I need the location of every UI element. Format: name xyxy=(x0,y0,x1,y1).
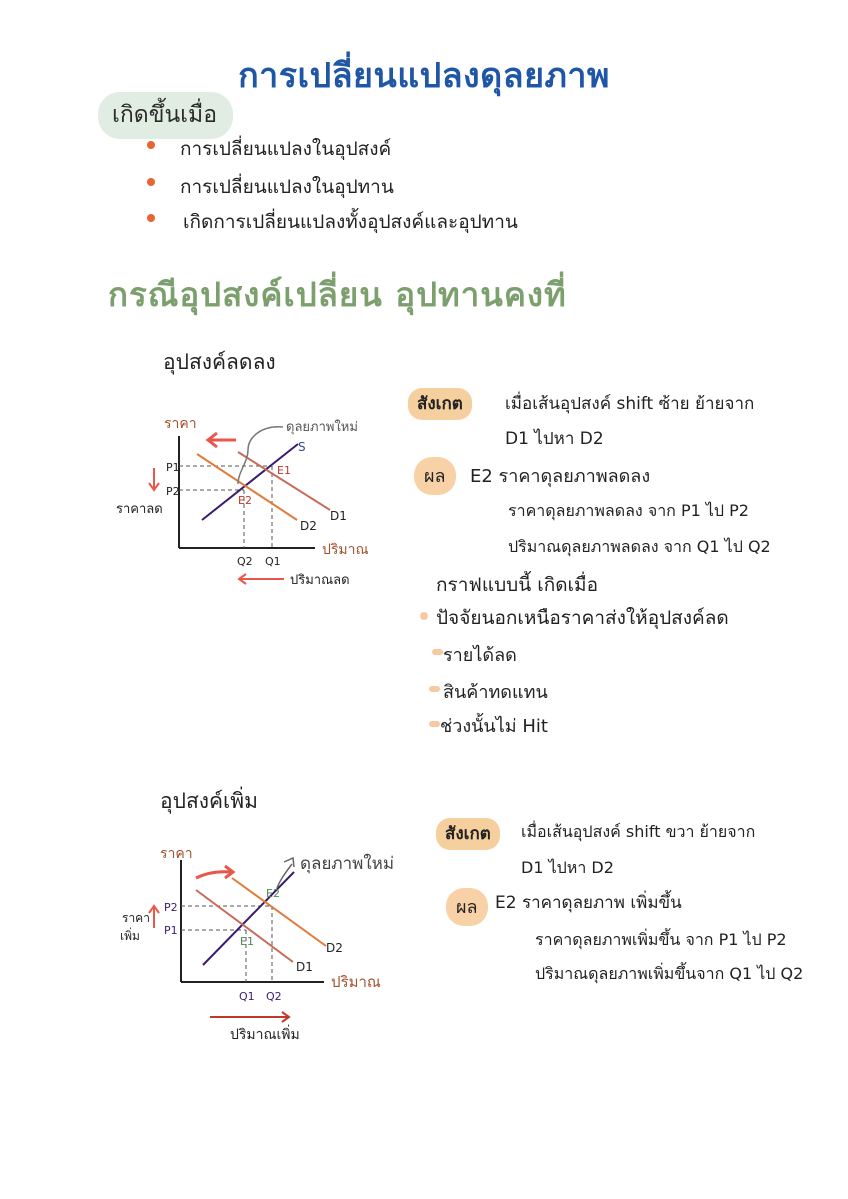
decrease-graph xyxy=(110,405,410,595)
cause-dash xyxy=(429,686,440,692)
new-eq-label: ดุลยภาพใหม่ xyxy=(286,420,358,435)
d2-label: D2 xyxy=(326,941,343,955)
observe-label: สังเกต xyxy=(436,818,500,850)
result-label: ผล xyxy=(446,888,488,926)
cause-item-2: สินค้าทดแทน xyxy=(443,682,548,703)
page-title: การเปลี่ยนแปลงดุลยภาพ xyxy=(238,56,610,96)
bullet-dot xyxy=(147,141,155,149)
new-eq-label: ดุลยภาพใหม่ xyxy=(300,854,395,874)
q1-label: Q1 xyxy=(265,555,281,568)
price-change-label-2: เพิ่ม xyxy=(120,929,140,943)
d1-label: D1 xyxy=(330,509,347,523)
result-line-3: ปริมาณดุลยภาพลดลง จาก Q1 ไป Q2 xyxy=(508,537,771,556)
cause-item-3: ช่วงนั้นไม่ Hit xyxy=(440,716,548,737)
supply-label: S xyxy=(298,440,306,454)
cause-item-1: รายได้ลด xyxy=(443,645,517,666)
new-eq-pointer-head xyxy=(284,858,294,867)
p1-label: P1 xyxy=(166,461,180,474)
q2-label: Q2 xyxy=(237,555,253,568)
q1-label: Q1 xyxy=(239,990,255,1003)
cause-dash xyxy=(429,721,440,727)
cause-main: ปัจจัยนอกเหนือราคาส่งให้อุปสงค์ลด xyxy=(436,607,729,629)
e1-label: E1 xyxy=(240,935,254,948)
quantity-change-label: ปริมาณเพิ่ม xyxy=(230,1027,300,1043)
result-line-2: ราคาดุลยภาพลดลง จาก P1 ไป P2 xyxy=(508,501,749,520)
result-main: E2 ราคาดุลยภาพ เพิ่มขึ้น xyxy=(495,893,682,913)
result-line-2: ราคาดุลยภาพเพิ่มขึ้น จาก P1 ไป P2 xyxy=(535,930,787,949)
e2-label: E2 xyxy=(238,494,252,507)
d1-label: D1 xyxy=(296,960,313,974)
y-axis-label: ราคา xyxy=(164,416,197,432)
p1-label: P1 xyxy=(164,924,178,937)
quantity-change-label: ปริมาณลด xyxy=(290,573,350,588)
occurs-item-2: การเปลี่ยนแปลงในอุปทาน xyxy=(180,176,394,198)
increase-heading: อุปสงค์เพิ่ม xyxy=(160,789,258,813)
cause-dash xyxy=(432,649,443,655)
decrease-heading: อุปสงค์ลดลง xyxy=(163,350,276,374)
case-title: กรณีอุปสงค์เปลี่ยน อุปทานคงที่ xyxy=(108,275,567,314)
occurs-item-3: เกิดการเปลี่ยนแปลงทั้งอุปสงค์และอุปทาน xyxy=(183,211,518,233)
cause-dot xyxy=(420,612,428,620)
bullet-dot xyxy=(147,178,155,186)
x-axis-label: ปริมาณ xyxy=(331,973,381,991)
bullet-dot xyxy=(147,214,155,222)
p2-label: P2 xyxy=(164,901,178,914)
x-axis-label: ปริมาณ xyxy=(322,542,369,558)
price-change-label: ราคาลด xyxy=(116,502,163,517)
observe-line-2: D1 ไปหา D2 xyxy=(521,858,614,877)
e1-label: E1 xyxy=(277,464,291,477)
cause-heading: กราฟแบบนี้ เกิดเมื่อ xyxy=(436,574,598,596)
supply-line xyxy=(202,444,298,520)
result-line-3: ปริมาณดุลยภาพเพิ่มขึ้นจาก Q1 ไป Q2 xyxy=(535,964,804,983)
demand-d1-line xyxy=(196,890,293,962)
observe-line-2: D1 ไปหา D2 xyxy=(505,429,604,449)
observe-label: สังเกต xyxy=(408,388,472,420)
e2-label: E2 xyxy=(266,887,280,900)
supply-line xyxy=(203,872,294,965)
occurs-when-label: เกิดขึ้นเมื่อ xyxy=(98,92,233,139)
price-change-label-1: ราคา xyxy=(122,911,150,925)
observe-line-1: เมื่อเส้นอุปสงค์ shift ซ้าย ย้ายจาก xyxy=(505,394,755,414)
result-main: E2 ราคาดุลยภาพลดลง xyxy=(470,466,651,487)
occurs-item-1: การเปลี่ยนแปลงในอุปสงค์ xyxy=(180,138,392,160)
increase-graph xyxy=(110,835,410,1045)
q2-label: Q2 xyxy=(266,990,282,1003)
d2-label: D2 xyxy=(300,519,317,533)
observe-line-1: เมื่อเส้นอุปสงค์ shift ขวา ย้ายจาก xyxy=(521,822,756,841)
result-label: ผล xyxy=(414,457,456,495)
p2-label: P2 xyxy=(166,485,180,498)
y-axis-label: ราคา xyxy=(160,846,193,862)
